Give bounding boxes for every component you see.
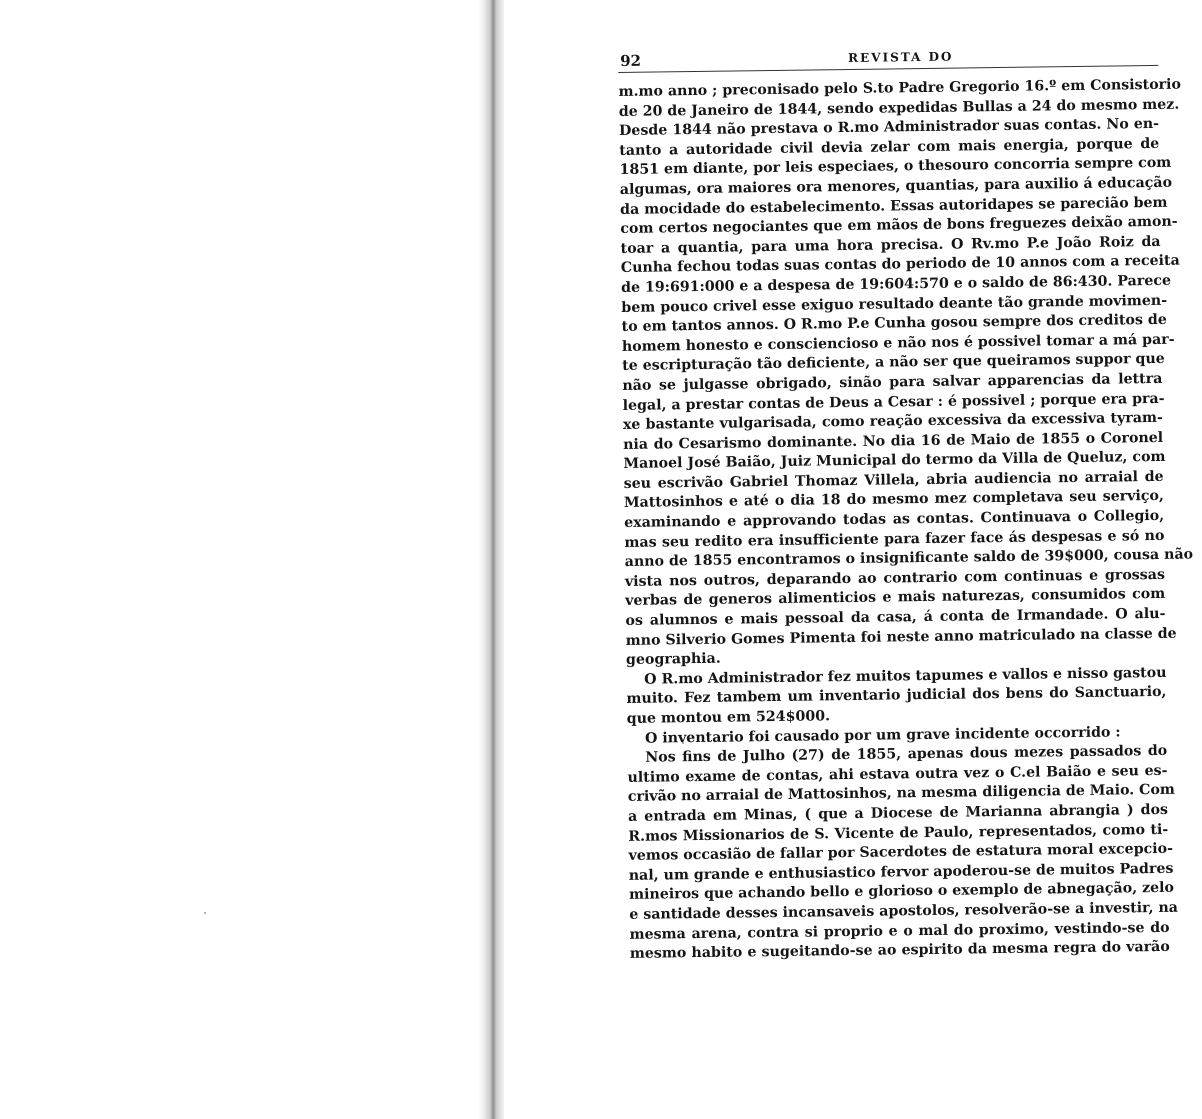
text-line: to em tantos annos. O R.mo P.e Cunha gosou sempre dos creditos de bbox=[621, 311, 1167, 336]
text-line: seu escrivão Gabriel Thomaz Villela, abria audiencia no arraial de bbox=[623, 468, 1164, 492]
text-line: mno Silverio Gomes Pimenta foi neste anno matriculado na classe de bbox=[625, 625, 1177, 649]
text-line: mas seu redito era insufficiente para fazer face ás despesas e só no bbox=[624, 527, 1165, 551]
text-line: toar a quantia, para uma hora precisa. O Rv.mo P.e João Roiz da bbox=[620, 233, 1161, 257]
text-line: anno de 1855 encontramos o insignificante saldo de 39$000, cousa não bbox=[624, 546, 1194, 571]
text-line: nia do Cesarismo dominante. No dia 16 de Maio de 1855 o Coronel bbox=[623, 429, 1164, 453]
text-line: te escripturação tão deficiente, a não ser que queiramos suppor que bbox=[622, 351, 1165, 375]
page-number: 92 bbox=[620, 51, 642, 70]
page-header bbox=[618, 43, 1158, 73]
text-line: ultimo exame de contas, ahi estava outra vez o C.el Baião e seu es- bbox=[627, 762, 1168, 786]
text-line: geographia. bbox=[625, 650, 721, 669]
text-line: mesma arena, contra si proprio e o mal do proximo, vestindo-se do bbox=[629, 919, 1170, 943]
book-page bbox=[618, 43, 1194, 965]
text-line: com certos negociantes que em mãos de bons freguezes deixão amon- bbox=[620, 213, 1178, 238]
text-line: verbas de generos alimenticios e mais naturezas, consumidos com bbox=[625, 586, 1166, 610]
text-line: Nos fins de Julho (27) de 1855, apenas dous mezes passados do bbox=[645, 743, 1168, 766]
text-line: crivão no arraial de Mattosinhos, na mesma diligencia de Maio. Com bbox=[627, 782, 1175, 806]
paper-speck bbox=[204, 912, 206, 914]
text-line: da mocidade do estabelecimento. Essas autoridapes se parecião bem bbox=[619, 194, 1168, 218]
text-line: nal, um grande e enthusiastico fervor apoderou-se de muitos Padres bbox=[628, 860, 1174, 884]
text-line: xe bastante vulgarisada, como reação excessiva da excessiva tyram- bbox=[622, 409, 1163, 434]
text-line: 1851 em diante, por leis especiaes, o thesouro concorria sempre com bbox=[619, 155, 1172, 179]
book-gutter bbox=[478, 0, 504, 1119]
text-line: O R.mo Administrador fez muitos tapumes e vallos e nisso gastou bbox=[644, 664, 1167, 688]
text-line: Manoel José Baião, Juiz Municipal do termo da Villa de Queluz, com bbox=[623, 449, 1166, 473]
text-line: homem honesto e consciencioso e não nos é possivel tomar a má par- bbox=[621, 331, 1175, 355]
text-line: algumas, ora maiores ora menores, quantias, para auxilio á educação bbox=[619, 174, 1173, 198]
running-title: REVISTA DO bbox=[848, 49, 954, 65]
text-line: examinando e approvando todas as contas. Continuava o Collegio, bbox=[624, 507, 1165, 532]
text-line: a entrada em Minas, ( que a Diocese de Marianna abrangia ) dos bbox=[627, 801, 1169, 825]
text-line: Cunha fechou todas suas contas do periodo de 10 annos com a receita bbox=[620, 253, 1180, 277]
text-line: legal, a prestar contas de Deus a Cesar : é possivel ; porque era pra- bbox=[622, 390, 1165, 414]
text-line: de 20 de Janeiro de 1844, sendo expedidas Bullas a 24 do mesmo mez. bbox=[618, 96, 1180, 120]
text-line: tanto a autoridade civil devia zelar com mais energia, porque de bbox=[619, 135, 1160, 159]
text-line: m.mo anno ; preconisado pelo S.to Padre Gregorio 16.º em Consistorio bbox=[618, 76, 1182, 100]
text-line: não se julgasse obrigado, sinão para salvar apparencias da lettra bbox=[622, 370, 1163, 394]
text-line: mineiros que achando bello e glorioso o exemplo de abnegação, zelo bbox=[628, 880, 1175, 904]
text-line: R.mos Missionarios de S. Vicente de Paulo, representados, como ti- bbox=[628, 821, 1169, 845]
text-line: O inventario foi causado por um grave incidente occorrido : bbox=[644, 724, 1121, 747]
text-line: Desde 1844 não prestava o R.mo Administrador suas contas. No en- bbox=[618, 116, 1160, 140]
text-line: mesmo habito e sugeitando-se ao espirito da mesma regra do varão bbox=[629, 938, 1170, 963]
text-line: vemos occasião de fallar por Sacerdotes de estatura moral excepcio- bbox=[628, 840, 1174, 865]
text-line: vista nos outros, deparando ao contrario com continuas e grossas bbox=[624, 566, 1166, 590]
text-line: que montou em 524$000. bbox=[626, 708, 831, 727]
text-line: os alumnos e mais pessoal da casa, á conta de Irmandade. O alu- bbox=[625, 605, 1166, 629]
body-text bbox=[618, 76, 1194, 965]
text-line: Mattosinhos e até o dia 18 do mesmo mez completava seu serviço, bbox=[623, 488, 1164, 512]
text-line: e santidade desses incansaveis apostolos, resolverão-se a investir, na bbox=[629, 899, 1179, 923]
text-line: de 19:691:000 e a despesa de 19:604:570 e o saldo de 86:430. Parece bbox=[621, 272, 1172, 296]
text-line: muito. Fez tambem um inventario judicial dos bens do Sanctuario, bbox=[626, 684, 1167, 708]
text-line: bem pouco crivel esse exiguo resultado deante tão grande movimen- bbox=[621, 292, 1168, 316]
